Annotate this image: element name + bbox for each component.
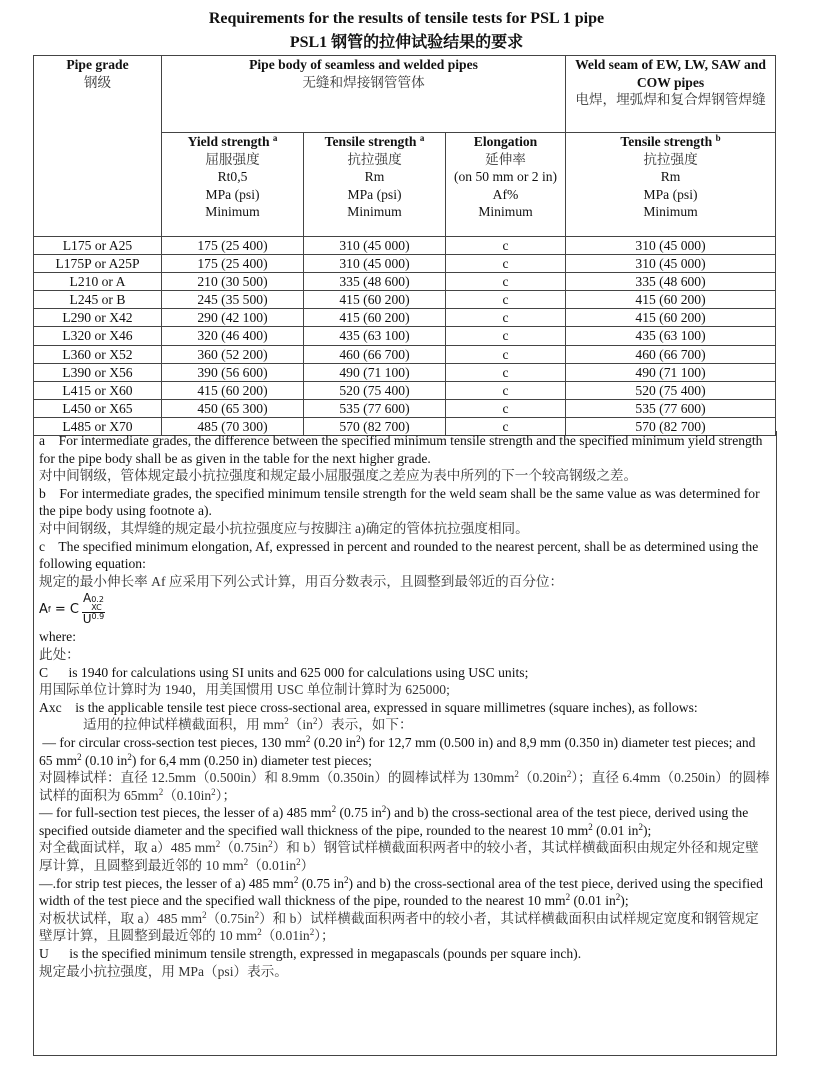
cell-tensile: 335 (48 600) <box>304 273 446 291</box>
note-text: ） <box>300 858 315 874</box>
cell-yield: 290 (42 100) <box>162 309 304 327</box>
note-text: Axc is the applicable tensile test piece cross-sectional area, expressed in square millimetres (square inches), as follows: <box>39 699 698 715</box>
cell-weld-tensile: 435 (63 100) <box>566 327 776 345</box>
cell-grade: L450 or X65 <box>34 399 162 417</box>
cell-yield: 360 (52 200) <box>162 345 304 363</box>
note-text: ); <box>620 893 629 909</box>
cell-weld-tensile: 415 (60 200) <box>566 309 776 327</box>
note-text: 对中间钢级，其焊缝的规定最小抗拉强度应与按脚注 a)确定的管体抗拉强度相同。 <box>39 520 529 536</box>
note-text: （0.01in <box>261 928 310 944</box>
note-paragraph <box>39 467 771 485</box>
table-row <box>34 309 776 327</box>
note-text: 适用的拉伸试样横截面积，用 mm <box>83 717 285 733</box>
cell-grade: L415 or X60 <box>34 381 162 399</box>
cell-tensile: 435 (63 100) <box>304 327 446 345</box>
table-row <box>34 273 776 291</box>
cell-yield: 390 (56 600) <box>162 363 304 381</box>
superscript: 2 <box>381 804 387 815</box>
table-row <box>34 237 776 255</box>
header-yield-strength: Yield strength $^a$ 屈服强度 Rt0,5 MPa (psi) Minimum <box>162 133 304 237</box>
cell-weld-tensile: 310 (45 000) <box>566 255 776 273</box>
cell-weld-tensile: 460 (66 700) <box>566 345 776 363</box>
note-text: ）； <box>215 787 237 803</box>
note-paragraph <box>39 945 771 963</box>
cell-grade: L175 or A25 <box>34 237 162 255</box>
cell-yield: 175 (25 400) <box>162 255 304 273</box>
note-text: ）和 b）钢管试样横截面积两者中的较小者，其试样横截面积由规定外径和规定壁厚计算，且圆整到最近邻的 10 mm <box>39 840 759 874</box>
cell-elongation: c <box>446 417 566 435</box>
cell-grade: L175P or A25P <box>34 255 162 273</box>
note-text: 规定的最小伸长率 Af 应采用下列公式计算，用百分数表示，且圆整到最邻近的百分位： <box>39 573 564 589</box>
note-text: （0.75in <box>206 910 255 926</box>
note-text: （in <box>288 717 313 733</box>
note-paragraph <box>39 734 771 769</box>
note-paragraph <box>39 910 771 945</box>
note-text: (0.75 in <box>298 875 345 891</box>
superscript: 2 <box>268 839 273 850</box>
superscript: 2 <box>565 892 571 903</box>
note-text: （0.20in <box>518 770 567 786</box>
superscript: 2 <box>257 927 262 938</box>
cell-grade: L210 or A <box>34 273 162 291</box>
table-row <box>34 381 776 399</box>
cell-grade: L245 or B <box>34 291 162 309</box>
note-text: 此处： <box>39 646 80 662</box>
superscript: 2 <box>284 716 289 727</box>
note-paragraph <box>39 839 771 874</box>
note-text: 对圆棒试样：直径 12.5mm（0.500in）和 8.9mm（0.350in）的圆棒试样为 130mm <box>39 770 515 786</box>
cell-tensile: 490 (71 100) <box>304 363 446 381</box>
note-paragraph <box>39 520 771 538</box>
cell-weld-tensile: 520 (75 400) <box>566 381 776 399</box>
superscript: 2 <box>77 751 82 762</box>
note-text: ）； <box>314 928 335 944</box>
note-paragraph <box>39 804 771 839</box>
superscript: 2 <box>254 909 260 920</box>
cell-tensile: 520 (75 400) <box>304 381 446 399</box>
note-paragraph <box>39 699 771 717</box>
cell-yield: 485 (70 300) <box>162 417 304 435</box>
note-text: (0.20 in <box>310 734 357 750</box>
cell-elongation: c <box>446 345 566 363</box>
note-text: （0.01in <box>248 858 297 874</box>
cell-tensile: 415 (60 200) <box>304 309 446 327</box>
note-text: (0.10 in <box>81 752 128 768</box>
superscript: 2 <box>127 751 132 762</box>
note-text: — for circular cross-section test pieces, 130 mm <box>39 734 306 750</box>
cell-tensile: 310 (45 000) <box>304 237 446 255</box>
cell-yield: 320 (46 400) <box>162 327 304 345</box>
footnotes <box>33 431 777 1056</box>
cell-tensile: 415 (60 200) <box>304 291 446 309</box>
cell-elongation: c <box>446 273 566 291</box>
note-paragraph <box>39 538 771 573</box>
header-elongation: Elongation 延伸率 (on 50 mm or 2 in) Af% Minimum <box>446 133 566 237</box>
cell-elongation: c <box>446 291 566 309</box>
note-text: a For intermediate grades, the difference between the specified minimum tensile strength and the specified minimum yield strength for the pipe body shall be as given in the table for the next higher grade. <box>39 433 766 466</box>
note-paragraph <box>39 681 771 699</box>
superscript: 2 <box>202 909 207 920</box>
note-text: ); <box>642 822 652 838</box>
cell-yield: 245 (35 500) <box>162 291 304 309</box>
note-text: b For intermediate grades, the specified minimum tensile strength for the weld seam shall be the same value as was determined for the pipe body using footnote a). <box>39 485 764 519</box>
table-row <box>34 363 776 381</box>
note-paragraph <box>39 875 771 910</box>
title-chinese: PSL1 钢管的拉伸试验结果的要求 <box>289 34 524 51</box>
elongation-formula: A f = C A 0.2 XC $U^{0.9}$ <box>39 591 105 627</box>
superscript: 2 <box>331 804 337 815</box>
header-pipe-body: Pipe body of seamless and welded pipes 无缝和焊接钢管管体 <box>162 56 566 133</box>
note-text: U is the specified minimum tensile strength, expressed in megapascals (pounds per square inch). <box>39 946 582 962</box>
superscript: 2 <box>312 716 318 727</box>
note-text: ) for 12,7 mm (0.500 in) and 8,9 mm (0.350 in) diameter test pieces; and 65 mm <box>39 734 759 768</box>
superscript: 2 <box>514 769 519 780</box>
header-tensile-strength: Tensile strength $^a$ 抗拉强度 Rm MPa (psi) Minimum <box>304 133 446 237</box>
note-text: (0.01 in <box>570 893 616 909</box>
cell-grade: L485 or X70 <box>34 417 162 435</box>
superscript: 2 <box>638 821 643 832</box>
table-row <box>34 327 776 345</box>
note-paragraph <box>39 432 771 467</box>
cell-grade: L290 or X42 <box>34 309 162 327</box>
note-text: — for full-section test pieces, the lesser of a) 485 mm <box>39 805 332 821</box>
note-paragraph <box>39 664 771 682</box>
cell-weld-tensile: 535 (77 600) <box>566 399 776 417</box>
cell-tensile: 310 (45 000) <box>304 255 446 273</box>
cell-tensile: 570 (82 700) <box>304 417 446 435</box>
cell-elongation: c <box>446 381 566 399</box>
note-text: 对中间钢级，管体规定最小抗拉强度和规定最小屈服强度之差应为表中所列的下一个较高钢级之差。 <box>39 468 638 484</box>
cell-elongation: c <box>446 309 566 327</box>
cell-weld-tensile: 490 (71 100) <box>566 363 776 381</box>
note-paragraph <box>39 963 771 981</box>
superscript: 2 <box>309 927 315 938</box>
note-paragraph <box>39 628 771 646</box>
superscript: 2 <box>243 857 249 868</box>
cell-elongation: c <box>446 363 566 381</box>
note-text: C is 1940 for calculations using SI units and 625 000 for calculations using USC units; <box>39 664 529 680</box>
note-text: 对板状试样，取 a）485 mm <box>39 910 203 926</box>
note-text: c The specified minimum elongation, Af, expressed in percent and rounded to the nearest percent, shall be as determined using the following equation: <box>39 538 762 572</box>
cell-grade: L390 or X56 <box>34 363 162 381</box>
superscript: 2 <box>158 786 164 797</box>
superscript: 2 <box>305 733 311 744</box>
cell-grade: L320 or X46 <box>34 327 162 345</box>
cell-weld-tensile: 415 (60 200) <box>566 291 776 309</box>
cell-yield: 415 (60 200) <box>162 381 304 399</box>
note-paragraph <box>39 573 771 591</box>
note-text: （0.10in <box>163 787 212 803</box>
note-paragraph <box>39 646 771 664</box>
cell-weld-tensile: 310 (45 000) <box>566 237 776 255</box>
cell-yield: 210 (30 500) <box>162 273 304 291</box>
table-row <box>34 399 776 417</box>
note-text: 对全截面试样，取 a）485 mm <box>39 840 216 856</box>
superscript: 2 <box>296 857 301 868</box>
note-text: ）和 b）试样横截面积两者中的较小者，其试样横截面积由试样规定宽度和钢管规定壁厚计算，且圆整到最近邻的 10 mm <box>39 910 759 944</box>
superscript: 2 <box>344 874 349 885</box>
header-pipe-grade: Pipe grade 钢级 <box>34 56 162 237</box>
cell-tensile: 535 (77 600) <box>304 399 446 417</box>
note-paragraph <box>39 716 771 734</box>
cell-tensile: 460 (66 700) <box>304 345 446 363</box>
note-text: 规定最小抗拉强度，用 MPa（psi）表示。 <box>39 963 288 979</box>
header-weld-tensile-strength: Tensile strength $^b$ 抗拉强度 Rm MPa (psi) Minimum <box>566 133 776 237</box>
note-paragraph <box>39 485 771 520</box>
cell-yield: 175 (25 400) <box>162 237 304 255</box>
note-text: (0.01 in <box>592 822 639 838</box>
superscript: 2 <box>293 874 299 885</box>
note-text: where: <box>39 629 76 645</box>
note-text: （0.75in <box>220 840 269 856</box>
note-text: 用国际单位计算时为 1940，用美国惯用 USC 单位制计算时为 625000; <box>39 682 450 698</box>
note-text: —.for strip test pieces, the lesser of a) 485 mm <box>39 875 294 891</box>
note-text: ）表示，如下： <box>317 717 413 733</box>
cell-grade: L360 or X52 <box>34 345 162 363</box>
title-english: Requirements for the results of tensile tests for PSL 1 pipe <box>208 10 605 27</box>
note-text: ) and b) the cross-sectional area of the test piece, derived using the specified outside diameter and the specified wall thickness of the pipe, rounded to the nearest 10 mm <box>39 805 752 838</box>
cell-elongation: c <box>446 399 566 417</box>
note-paragraph <box>39 769 771 804</box>
note-text: ）；直径 6.4mm（0.250in）的圆棒试样的面积为 65mm <box>39 770 770 803</box>
cell-yield: 450 (65 300) <box>162 399 304 417</box>
cell-elongation: c <box>446 237 566 255</box>
superscript: 2 <box>215 839 221 850</box>
table-row <box>34 291 776 309</box>
superscript: 2 <box>211 786 216 797</box>
note-text: (0.75 in <box>336 805 382 821</box>
cell-weld-tensile: 335 (48 600) <box>566 273 776 291</box>
cell-elongation: c <box>446 255 566 273</box>
note-text: ) for 6,4 mm (0.250 in) diameter test pieces; <box>131 752 372 768</box>
cell-elongation: c <box>446 327 566 345</box>
superscript: 2 <box>356 733 361 744</box>
superscript: 2 <box>588 821 593 832</box>
header-weld-seam: Weld seam of EW, LW, SAW and COW pipes 电焊，埋弧焊和复合焊钢管焊缝 <box>566 56 776 133</box>
note-text: ) and b) the cross-sectional area of the test piece, derived using the specified width of the test piece and the specified wall thickness of the pipe, rounded to the nearest 10 mm <box>39 875 767 909</box>
cell-weld-tensile: 570 (82 700) <box>566 417 776 435</box>
table-row <box>34 255 776 273</box>
table-row <box>34 345 776 363</box>
superscript: 2 <box>566 769 572 780</box>
tensile-requirements-table <box>33 55 776 436</box>
superscript: 2 <box>615 892 621 903</box>
